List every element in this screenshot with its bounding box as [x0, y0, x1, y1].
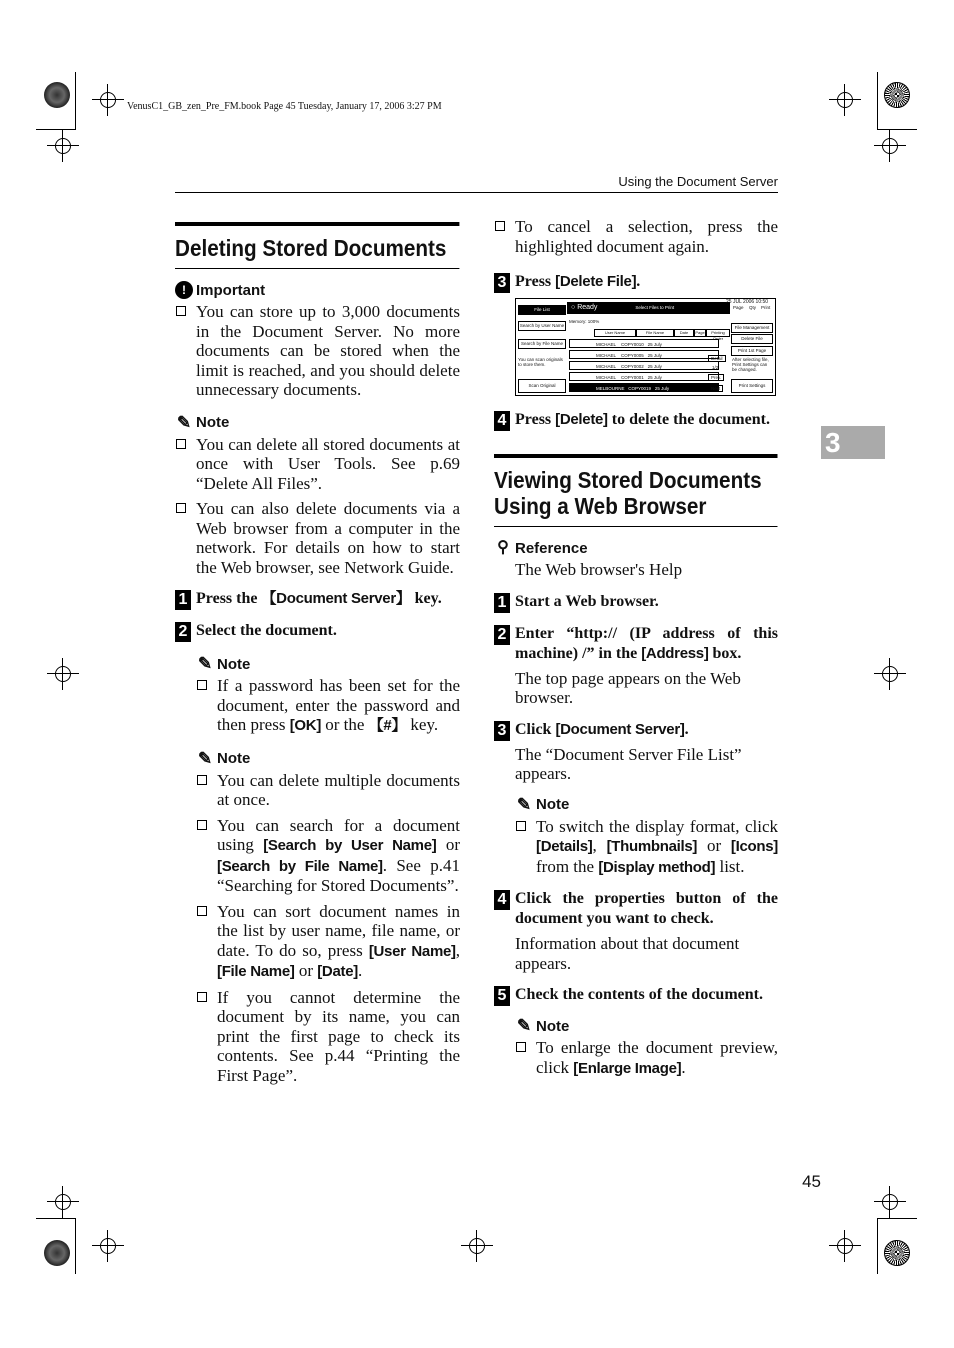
page-number: 45	[802, 1172, 821, 1191]
column-date: Date	[674, 329, 694, 337]
cancel-note-item: To cancel a selection, press the highlighted document again.	[494, 217, 778, 256]
reference-magnifier-icon: ⚲	[497, 539, 509, 556]
step-2: 2 Select the document.	[175, 621, 460, 641]
print-first-page-button: Print 1st Page	[731, 346, 773, 356]
important-heading: ! Important	[175, 281, 460, 299]
page-label: Page	[733, 305, 744, 310]
pencil-note-icon: ✎	[516, 1016, 532, 1035]
web-step-5: 5 Check the contents of the document.	[494, 985, 778, 1005]
page-indicator: 1/2	[712, 365, 719, 370]
screen-date: 25 JUL 2006 10:50	[726, 299, 769, 305]
important-icon: !	[175, 281, 193, 299]
crosshair-icon	[55, 666, 71, 682]
note-item: If a password has been set for the document, enter the password and then press [OK] or the 【#】 key.	[196, 676, 460, 736]
reference-text: The Web browser's Help	[515, 560, 683, 579]
note-item: To switch the display format, click [Details], [Thumbnails] or [Icons] from the [Display method] list.	[515, 817, 778, 878]
important-item: You can store up to 3,000 documents in the Document Server. No more documents can be stored when the limit is reached, and you should delete unnecessary documents.	[175, 302, 460, 400]
crosshair-icon	[55, 138, 71, 154]
right-column	[494, 217, 778, 1084]
prev-button: Prev.	[708, 374, 724, 381]
note-heading: ✎ Note	[176, 412, 230, 432]
note-item: You can also delete documents via a Web browser from a computer in the network. For details on how to start the Web browser, see Network Guide.	[175, 499, 460, 577]
registration-dot-icon	[44, 82, 70, 108]
left-column	[175, 222, 460, 1091]
note-heading: ✎ Note	[197, 654, 251, 673]
web-step-1: 1 Start a Web browser.	[494, 592, 778, 612]
print-settings-button: Print Settings	[731, 379, 773, 393]
search-user-button: Search by User Name	[518, 321, 566, 331]
scan-original-button: Scan Original	[518, 379, 566, 393]
crosshair-icon	[469, 1238, 485, 1254]
note-item: You can delete all stored documents at once with User Tools. See p.69 “Delete All Files”.	[175, 435, 460, 494]
search-file-button: Search by File Name	[518, 339, 566, 349]
crosshair-icon	[882, 1194, 898, 1210]
screen-row: MICHAEL COPY0010 25 July	[569, 339, 719, 348]
crosshair-icon	[882, 138, 898, 154]
note-heading: ✎ Note	[197, 748, 251, 768]
section-title-deleting: Deleting Stored Documents	[175, 222, 460, 269]
control-panel-screenshot	[515, 298, 776, 396]
crosshair-icon	[55, 1194, 71, 1210]
web-step-4: 4 Click the properties button of the document you want to check.	[494, 889, 778, 929]
file-info: VenusC1_GB_zen_Pre_FM.book Page 45 Tuesday, January 17, 2006 3:27 PM	[127, 101, 442, 112]
pencil-note-icon: ✎	[516, 794, 532, 814]
registration-dot-icon	[884, 82, 910, 108]
screen-row-selected: MELBOURNE COPY0019 25 July	[569, 383, 719, 392]
step-4: 4 Press [Delete] to delete the document.	[494, 410, 778, 430]
next-button: Next	[708, 385, 723, 392]
qty-label: Qty	[749, 305, 757, 310]
column-page: Page	[695, 330, 705, 335]
print-settings-hint: After selecting file, Print Settings can be changed.	[732, 357, 769, 372]
print-label: Print	[761, 305, 771, 310]
crosshair-icon	[100, 92, 116, 108]
web-step-3: 3 Click [Document Server].	[494, 720, 778, 740]
screen-row: MICHAEL COPY0002 25 July	[569, 361, 719, 370]
reference-heading: ⚲ Reference	[494, 539, 778, 557]
web-step-3-result: The “Document Server File List” appears.	[515, 744, 742, 783]
note-item: If you cannot determine the document by its name, you can print the first page to check its contents. See p.44 “Printing the First Page”.	[196, 988, 460, 1086]
pencil-note-icon: ✎	[176, 412, 192, 432]
web-step-2: 2 Enter “http:// (IP address of this machine) /” in the [Address] box.	[494, 624, 778, 664]
screen-status-bar: ○ Ready Select Files to Print	[567, 302, 730, 314]
screen-row: MICHAEL COPY0001 25 July	[569, 372, 719, 381]
note-item: You can delete multiple documents at once.	[196, 771, 460, 810]
web-step-2-result: The top page appears on the Web browser.	[515, 668, 741, 707]
section-title-viewing: Viewing Stored Documents Using a Web Browser	[494, 454, 778, 527]
delete-file-button: Delete File	[731, 334, 773, 344]
memory-info: Memory: 100%	[569, 319, 600, 324]
web-step-4-result: Information about that document appears.	[515, 934, 740, 973]
screen-row: MICHAEL COPY0005 25 July	[569, 350, 719, 359]
file-list-button: File List	[518, 305, 566, 315]
step-1: 1 Press the 【Document Server】 key.	[175, 589, 460, 609]
registration-dot-icon	[44, 1240, 70, 1266]
note-item: To enlarge the document preview, click [Enlarge Image].	[515, 1038, 778, 1078]
step-3: 3 Press [Delete File].	[494, 272, 778, 292]
note-item: You can sort document names in the list by user name, file name, or date. To do so, press [User Name], [File Name] or [Date].	[196, 902, 460, 982]
header-rule	[175, 192, 778, 193]
scan-hint: You can scan originals to store them.	[518, 357, 563, 367]
column-user-name: User Name	[594, 329, 636, 337]
crosshair-icon	[837, 1238, 853, 1254]
crosshair-icon	[837, 92, 853, 108]
crosshair-icon	[882, 666, 898, 682]
column-file-name: File Name	[636, 329, 674, 337]
crosshair-icon	[100, 1238, 116, 1254]
note-heading: ✎ Note	[516, 794, 570, 814]
column-print-order: Printing Order	[706, 329, 730, 337]
running-header: Using the Document Server	[618, 174, 778, 189]
pencil-note-icon: ✎	[197, 748, 213, 768]
pencil-note-icon: ✎	[197, 654, 213, 673]
registration-dot-icon	[884, 1240, 910, 1266]
chapter-tab: 3	[821, 426, 885, 459]
note-heading: ✎ Note	[516, 1016, 570, 1035]
detail-button: Detail	[708, 355, 726, 362]
note-item: You can search for a document using [Search by User Name] or [Search by File Name]. See p.41 “Searching for Stored Documents”.	[196, 816, 460, 896]
file-management-button: File Management	[731, 323, 773, 333]
